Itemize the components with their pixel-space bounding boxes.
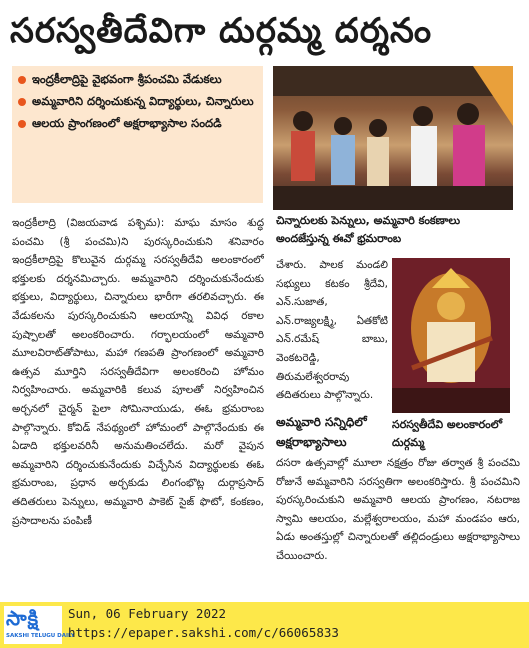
epaper-link[interactable]: https://epaper.sakshi.com/c/66065833 [68, 625, 339, 640]
crowd-photo-illustration [273, 66, 513, 210]
photo2-caption: సరస్వతీదేవి అలంకారంలో దుర్గమ్మ [392, 418, 503, 449]
highlight-text: ఆలయ ప్రాంగణంలో అక్షరాభ్యాసాల సందడి [32, 116, 222, 130]
article-body-left [12, 214, 264, 594]
highlight-item [18, 114, 257, 133]
headline: సరస్వతీదేవిగా దుర్గమ్మ దర్శనం [10, 11, 433, 51]
highlights-box [12, 66, 263, 203]
sakshi-logo [4, 606, 75, 644]
article-paragraph: చేశారు. పాలక మండలి సభ్యులు కటకం శ్రీదేవి, ఎన్.సుజాత, ఎన్.రాజ్యలక్ష్మి, ఏతకోటి ఎన్.రమేష్ బాబు, వెంకటరెడ్డి, తిరుమలేశ్వరరావు తదితరులు పాల్గొన్నారు. [276, 259, 388, 402]
article-paragraph: ఇంద్రకీలాద్రి (విజయవాడ పశ్చిమ): మాఘ మాసం శుద్ధ పంచమి (శ్రీ పంచమి)ని పురస్కరించుకుని శనివారం ఇంద్రకీలాద్రిపై కొలువైన దుర్గమ్మ సరస్వతీదేవి అలంకారంలో భక్తులకు దర్శనమిచ్చారు. అమ్మవారిని దర్శించుకునేందుకు భక్తులు, విద్యార్థులు, చిన్నారులు భారీగా తరలివచ్చారు. ఈ వేడుకలను పురస్కరించుకుని ఆలయాన్ని వివిధ రకాల పుష్పాలతో అలంకరించారు. గర్భాలయంలో అమ్మవారి మూలవిరాట్‌తోపాటు, మహా గణపతి ప్రాంగణంలో అమ్మవారి ఉత్సవ మూర్తిని సరస్వతీదేవిగా అలంకరించి హోమం నిర్వహించారు. అమ్మవారికి కలువ పూలతో నిర్వహించిన అర్చనలో చైర్మన్ పైలా సోమినాయుడు, ఈఓ భ్రమరాంబ పాల్గొన్నారు. కోవిడ్ నేపథ్యంలో హోమంలో పాల్గొనేందుకు ఈ ఏడాది భక్తులవరినీ అనుమతించలేదు. మరో వైపున అమ్మవారిని దర్శించుకునేందుకు విచ్చేసిన విద్యార్థులకు ఈఓ భ్రమరాంబ, ప్రధాన అర్చకుడు లింగంభొట్ల దుర్గాప్రసాద్ తదితరులు పెన్నులు, అమ్మవారి పాకెట్ సైజ్ ఫొటో, కంకణం, ప్రసాదాలను పంపిణీ [12, 217, 264, 527]
saraswati-deity-photo [392, 258, 510, 413]
footer-bar [0, 602, 529, 648]
article-body-mid [276, 256, 388, 404]
publication-date: Sun, 06 February 2022 [68, 606, 227, 621]
bullet-dot-icon [18, 76, 26, 84]
article-body-wide [276, 454, 520, 596]
bullet-dot-icon [18, 98, 26, 106]
photo1-caption: చిన్నారులకు పెన్నులు, అమ్మవారి కంకణాలు అందజేస్తున్న ఈవో భ్రమరాంబ [276, 214, 461, 245]
highlight-item [18, 70, 257, 89]
article-paragraph: దసరా ఉత్సవాల్లో మూలా నక్షత్రం రోజు తర్వాత శ్రీ పంచమి రోజునే అమ్మవారిని సరస్వతిగా అలంకరిస్తారు. శ్రీ పంచమిని పురస్కరించుకుని అమ్మవారి ఆలయ ప్రాంగణం, నటరాజ స్వామి ఆలయం, మల్లేశ్వరాలయం, మహా మండపం ఆరు, ఏడు అంతస్తుల్లో చిన్నారులతో తల్లిదండ్రులు అక్షరాభ్యాసాలు చేయించారు. [276, 457, 520, 562]
highlight-text: ఇంద్రకీలాద్రిపై వైభవంగా శ్రీపంచమి వేడుకలు [32, 72, 222, 86]
highlight-item [18, 92, 257, 111]
highlight-text: అమ్మవారిని దర్శించుకున్న విద్యార్థులు, చిన్నారులు [32, 94, 254, 108]
deity-photo-illustration [392, 258, 510, 413]
logo-text: సాక్షి [6, 606, 40, 630]
children-receiving-pens-photo [273, 66, 513, 210]
article-subhead: అమ్మవారి సన్నిధిలో అక్షరాభ్యాసాలు [276, 415, 367, 449]
bullet-dot-icon [18, 120, 26, 128]
logo-subtitle: SAKSHI TELUGU DAILY [6, 633, 75, 639]
